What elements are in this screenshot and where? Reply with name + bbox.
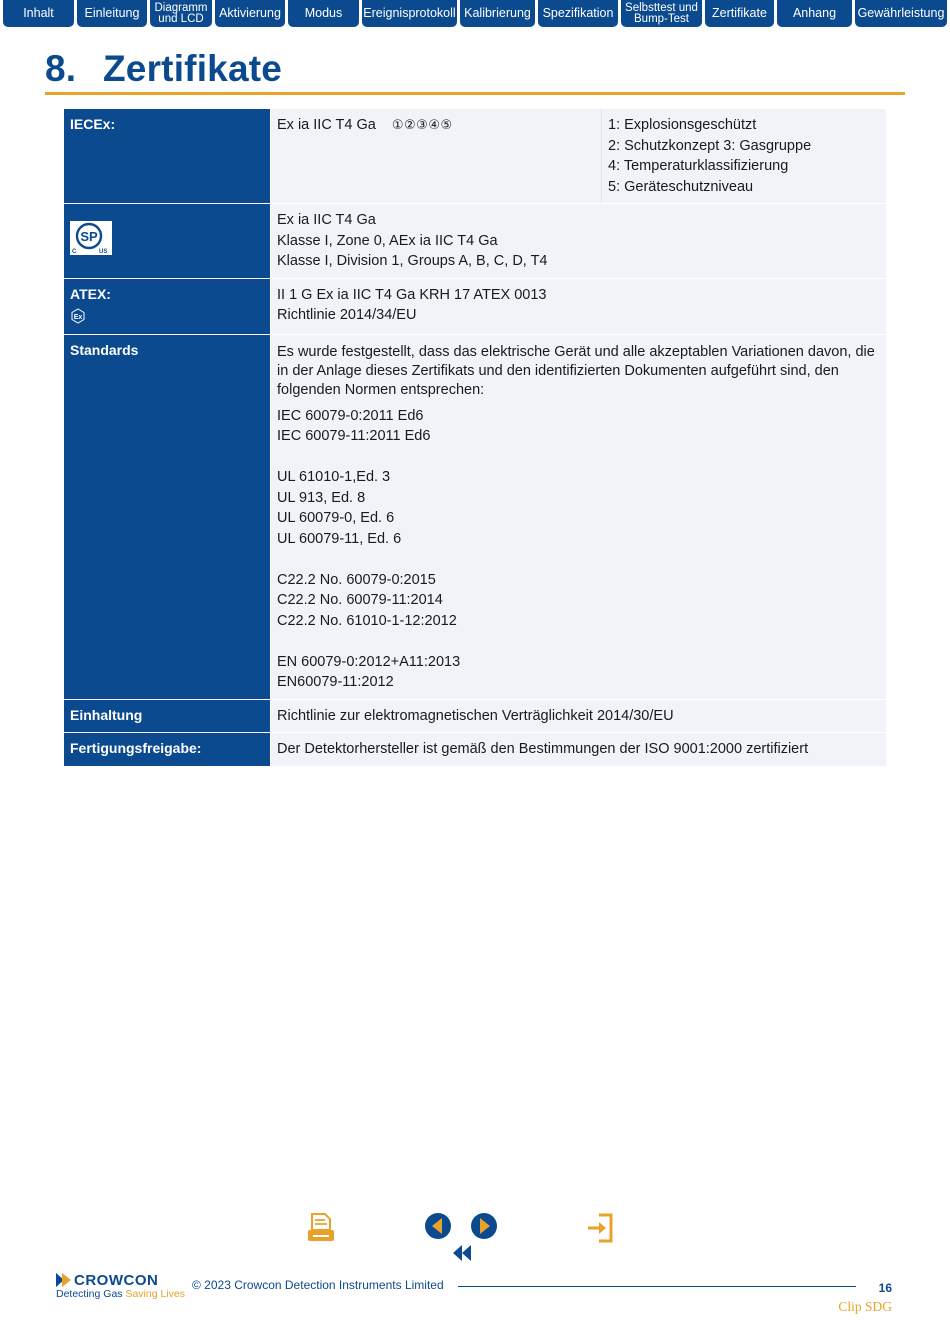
tagline-orange: Saving Lives [125, 1288, 185, 1300]
ex-icon-text: Ex [73, 313, 83, 321]
standard-item: C22.2 No. 60079-11:2014 [277, 592, 443, 608]
tab-diagramm-lcd[interactable]: Diagramm und LCD [150, 0, 212, 27]
section-title: Zertifikate [103, 48, 283, 89]
title-underline [45, 92, 905, 95]
tab-modus[interactable]: Modus [288, 0, 359, 27]
row-label-csa [64, 204, 271, 279]
exit-icon[interactable] [586, 1213, 614, 1243]
table-row-fertigung [64, 733, 886, 767]
atex-content-cell [271, 278, 887, 334]
standard-item: IEC 60079-11:2011 Ed6 [277, 428, 431, 444]
copyright-text: © 2023 Crowcon Detection Instruments Limited [192, 1278, 444, 1292]
logo-tagline [56, 1288, 185, 1300]
product-name: Clip SDG [838, 1299, 892, 1314]
page-title [45, 48, 282, 90]
atex-label: ATEX: [70, 285, 111, 302]
tab-zertifikate[interactable]: Zertifikate [705, 0, 774, 27]
iecex-legend-cell [602, 109, 887, 204]
certificates-table [64, 109, 886, 767]
back-icon[interactable] [452, 1244, 472, 1262]
table-row-atex [64, 278, 886, 334]
print-icon[interactable] [307, 1212, 335, 1244]
standard-item: EN60079-11:2012 [277, 674, 394, 690]
tab-gewaehrleistung[interactable]: Gewährleistung [855, 0, 947, 27]
row-label-fertigung: Fertigungsfreigabe: [64, 733, 271, 767]
crowcon-mark-icon [56, 1273, 72, 1287]
iecex-code: Ex ia IIC T4 Ga [277, 117, 376, 133]
tab-aktivierung[interactable]: Aktivierung [215, 0, 285, 27]
standard-item: C22.2 No. 60079-0:2015 [277, 571, 436, 588]
table-row-csa [64, 204, 886, 279]
csa-logo-us: US [99, 249, 108, 255]
table-row-iecex [64, 109, 886, 204]
row-label-iecex: IECEx: [64, 109, 271, 204]
logo-wordmark: CROWCON [74, 1272, 159, 1289]
footer-divider [458, 1286, 856, 1287]
einhaltung-text: Richtlinie zur elektromagnetischen Verträglichkeit 2014/30/EU [271, 699, 887, 733]
previous-page-icon[interactable] [424, 1212, 452, 1240]
standards-content-cell [271, 334, 887, 699]
legend-item: 4: Temperaturklassifizierung [608, 158, 789, 174]
page-number: 16 [878, 1281, 892, 1295]
tab-kalibrierung[interactable]: Kalibrierung [460, 0, 535, 27]
tab-anhang[interactable]: Anhang [777, 0, 852, 27]
standard-item: UL 61010-1,Ed. 3 [277, 469, 391, 485]
table-row-standards [64, 334, 886, 699]
csa-content-cell [271, 204, 887, 279]
top-navigation [0, 0, 950, 28]
tab-inhalt[interactable]: Inhalt [3, 0, 74, 27]
tab-spezifikation[interactable]: Spezifikation [538, 0, 618, 27]
standard-item: IEC 60079-0:2011 Ed6 [277, 407, 424, 424]
csa-line: Klasse I, Division 1, Groups A, B, C, D, T4 [277, 253, 548, 269]
legend-item: 1: Explosionsgeschützt [608, 117, 757, 133]
csa-line: Ex ia IIC T4 Ga [277, 212, 376, 228]
standard-item: UL 913, Ed. 8 [277, 489, 366, 506]
tab-einleitung[interactable]: Einleitung [77, 0, 147, 27]
legend-item: 5: Geräteschutzniveau [608, 178, 754, 195]
tab-selbsttest[interactable]: Selbsttest und Bump-Test [621, 0, 702, 27]
standard-item: EN 60079-0:2012+A11:2013 [277, 653, 461, 670]
ex-hexagon-icon [70, 308, 86, 324]
csa-certification-logo [70, 221, 112, 255]
tagline-blue: Detecting Gas [56, 1288, 126, 1300]
row-label-standards: Standards [64, 334, 271, 699]
fertigung-text: Der Detektorhersteller ist gemäß den Bestimmungen der ISO 9001:2000 zertifiziert [271, 733, 887, 767]
standard-item: C22.2 No. 61010-1-12:2012 [277, 612, 457, 629]
standard-item: UL 60079-0, Ed. 6 [277, 510, 395, 526]
csa-line: Klasse I, Zone 0, AEx ia IIC T4 Ga [277, 232, 498, 249]
table-row-einhaltung [64, 699, 886, 733]
iecex-numbered-marks: ①②③④⑤ [391, 117, 453, 132]
legend-item: 2: Schutzkonzept 3: Gasgruppe [608, 137, 812, 154]
next-page-icon[interactable] [470, 1212, 498, 1240]
standard-item: UL 60079-11, Ed. 6 [277, 530, 402, 547]
iecex-code-cell [271, 109, 602, 204]
csa-logo-text: SP [80, 229, 98, 244]
standards-intro: Es wurde festgestellt, dass das elektrische Gerät und alle akzeptablen Variationen davon, die in der Anlage dieses Zertifikats und den identifizierten Dokumenten aufgeführt sind, den folgenden Normen entsprechen: [277, 343, 875, 398]
atex-line: II 1 G Ex ia IIC T4 Ga KRH 17 ATEX 0013 [277, 286, 547, 303]
row-label-einhaltung: Einhaltung [64, 699, 271, 733]
section-number: 8. [45, 48, 77, 89]
atex-line: Richtlinie 2014/34/EU [277, 307, 417, 323]
tab-ereignisprotokoll[interactable]: Ereignisprotokoll [362, 0, 457, 27]
csa-logo-c: C [72, 249, 77, 255]
row-label-atex [64, 278, 271, 334]
